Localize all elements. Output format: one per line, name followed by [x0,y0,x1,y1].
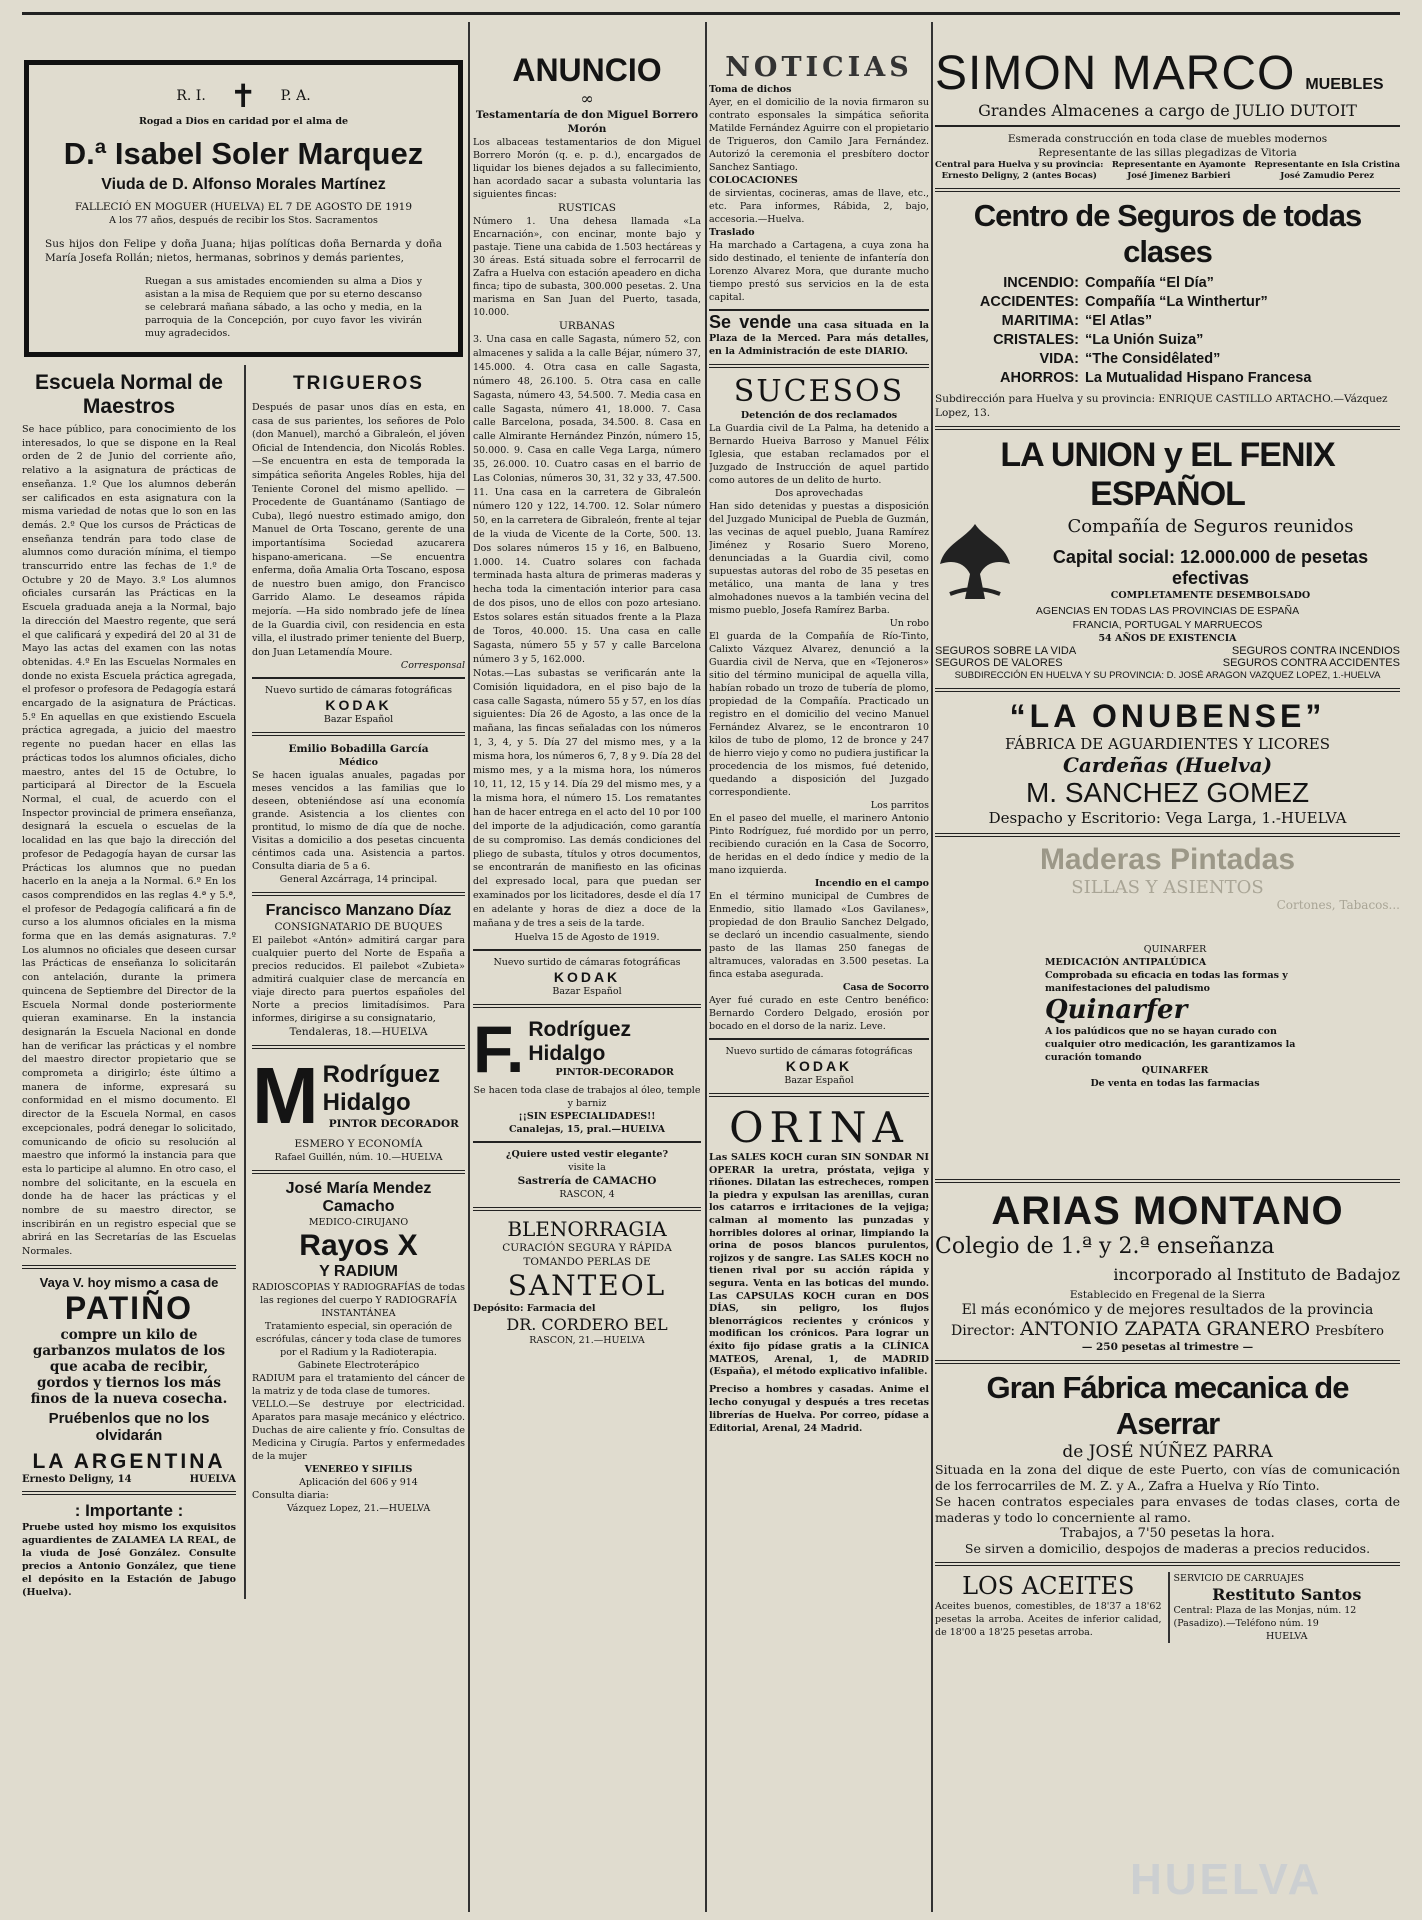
noticias-p2: de sirvientas, cocineras, amas de llave, etc., etc. Para informes, Rábida, 2, bajo, accesoria.—Huelva. [709,188,929,225]
sevende-big: Se vende [709,312,792,332]
quinarfer-brand: Quinarfer [1045,995,1188,1025]
sucesos-p5: En el término municipal de Cumbres de Enmedio, sitio llamado «Los Gavilanes», propiedad de don Braulio Sanchez Delgado, se declaró un incendio casualmente, siendo pasto de las llamas 250 fanegas de altramuces, valoradas en 3.500 pesetas. La finca estaba asegurada. [709,891,929,980]
seguros-row: AHORROS: La Mutualidad Hispano Francesa [1000,370,1312,386]
simon-l3: Esmerada construcción en toda clase de muebles modernos [1007,133,1328,145]
patino-body: compre un kilo de garbanzos mulatos de los que acaba de recibir, gordos y tiernos los más finos de la nueva cosecha. [30,1326,228,1407]
escuela-title: Escuela Normal de Maestros [35,371,223,418]
simon-l4: Representante de las sillas plegadizas de Vitoria [1038,147,1297,159]
column-2 [473,22,701,1917]
col1-right [244,365,465,1599]
rodriguez2-addr: Canalejas, 15, pral.—HUELVA [508,1123,666,1135]
importante-title: : Importante : [74,1500,184,1520]
kodak3-brand: KODAK [785,1058,853,1074]
obituary-age: A los 77 años, después de recibir los Stos. Sacramentos [109,215,378,226]
medico-body: Se hacen igualas anuales, pagadas por meses vencidos a las familias que lo deseen, obteniéndose así una economía grande. Asistencia a los clientes con prontitud, lo mismo de día que de noche. Visitas a domicilio a dos pesetas cincuenta céntimos cada una. Asistencia a partos. Consulta diaria de 5 a 6. [252,770,465,873]
rodriguez1-name: Rodríguez Hidalgo [322,1061,440,1117]
column-divider [931,22,933,1912]
sucesos-p3: El guarda de la Compañía de Río-Tinto, Calixto Vázquez Alvarez, denunció a la Guardia civil de Nerva, que en «Tejoneros» sitio del término municipal de aquella villa, habían robado un trozo de tubería de plomo, propiedad de la Compañía. Practicado un registro en el domicilio del vecino Manuel Fernández Alvarez, se le encontraron 10 kilos de tubo de plomo, 12 de bronce y 247 de hierro viejo y como no pudiera justificar la procedencia de los mismos, fué detenido, quedando a disposición del Juzgado correspondiente. [709,631,929,798]
blenorragia-title: BLENORRAGIA [507,1216,667,1241]
mendez-cons: Consulta diaria: [252,1490,329,1502]
quinarfer-t4: A los palúdicos que no se hayan curado con cualquier otro medicación, les garantizamos la curación tomando [1045,1026,1296,1063]
aserrar-title: Gran Fábrica mecanica de Aserrar [986,1370,1349,1441]
sucesos-p4: En el paseo del muelle, el marinero Antonio Pinto Rodríguez, fué mordido por un perro, recibiendo curación en la Casa de Socorro, de heridas en el dedo índice y medio de la mano izquierda. [709,813,929,876]
anuncio-title: ANUNCIO [512,52,662,88]
patino-slogan: Pruébenlos que no los olvidarán [48,1409,210,1444]
phoenix-icon [935,514,1015,604]
aserrar-owner: de JOSÉ NÚÑEZ PARRA [1062,1442,1273,1462]
sucesos-p2: Han sido detenidas y puestas a disposición del Juzgado Municipal de Puebla de Guzmán, las vecinas de aquel pueblo, Juana Ramírez Jiménez y Rosario Suero Moreno, denunciadas a la Guardia civil, como supuestas autoras del robo de 35 pesetas en metálico, una manta de lana y tres almohadones nuevos a la también vecina del mismo pueblo, Josefa Ramírez Barba. [709,501,929,616]
anuncio-urbanas-body: 3. Una casa en calle Sagasta, número 52, con almacenes y salida a la calle Béjar, número 37, 145.000. 4. Otra casa en calle Sagasta, número 48, 26.100. 5. Otra casa en calle Sagasta, número 43, 54.500. 7. Media casa en calle Sagasta, número 41, 18.000. 7. Casa calle Barcelona, posada, 34.500. 8. Casa en calle Almirante Hernández Pinzón, número 15, 50.000. 9. Casa en calle Vega Larga, número 35, 26.000. 10. Cuatro casas en el barrio de Las Colonias, números 30, 31, 32 y 33, 47.500. 11. Una casa en la carretera de Gibraleón número 120 y 122, 14.700. 12. Solar número 50, en la carretera de Gibraleón, frente al tejar de la viuda de Vicente de la Corte, 500. 13. Dos solares números 15 y 16, en Balbueno, 1.000. 14. Cuatro solares con fachada terminada hasta altura de primeras maderas y hecha toda la cimentación interior para casa de dos pisos, uno de ellos con pozo artesiano. Estos solares están situados frente a la Plaza de Toros, 40.000. 15. Una casa en calle Sagasta, número 55 y 57 y calle Barcelona número 3 y 5, 162.000. [473,334,701,665]
mendez-name: José María Mendez Camacho [285,1180,432,1216]
orina-tail: Preciso a hombres y casadas. Anime el lecho conyugal y después a tres recetas librerías de Huelva. Por correo, pídase a Editorial, Arenal, 24 Madrid. [709,1383,929,1434]
arias-dl: Director: [951,1323,1016,1339]
escuela-body: Se hace público, para conocimiento de los interesados, lo que se dispone en la Real orden de 2 de Junio del corriente año, relativo a la asignatura de prácticas de enseñanza. 1.º Que los alumnos deberán ser calificados en esta asignatura con la misma variedad de notas que lo son en las demás. 2.º Que los cursos de Prácticas de enseñanza tendrán para todo clase de alumnos como duración mínima, el tiempo transcurrido entre las fechas de 1.º de Octubre y 20 de Mayo. 3.º Los alumnos oficiales cursarán las Prácticas en la Escuela graduada aneja a la Normal, bajo la dirección del Maestro regente, que será el que calificará y expedirá del 20 al 31 de Mayo las actas del examen con las notas obtenidas. 4.º En las Escuelas Normales en donde no exista Escuela práctica agregada, el profesor o profesora de Pedagogía estará encargado de la asignatura de Prácticas. 5.º En aquellas en que existiendo Escuela práctica agregada, a juicio del maestro regente no puedan hacer en ellas las prácticas todos los alumnos oficiales, dicho maestro, antes del 15 de Octubre, lo participará al Director de la Escuela Normal, el cual, de acuerdo con el Inspector provincial de primera enseñanza, designará la escuela o escuelas de la localidad en las que bajo la dirección del profesor de Pedagogía hayan de cursar las Prácticas los alumnos que no puedan hacerlo en la aneja a la Normal. 6.º En los casos comprendidos en las reglas 4.ª y 5.ª, el profesor de Pedagogía calificará a fin de curso a los alumnos oficiales en la misma forma que en las demás asignaturas. 7.º Los alumnos no oficiales que deseen cursar las Prácticas de enseñanza lo solicitarán con antelación, durante la primera quincena de Septiembre del Director de la Escuela Normal donde posteriormente quieran examinarse. En la instancia designarán la Escuela Nacional en donde han de verificar las prácticas y el nombre del maestro director propietario que se comprometa a dirigirlo; éste último a manera de informe, expresará su conformidad en el mismo documento. El director de la Escuela Normal, en casos excepcionales, podrá denegar lo solicitado, comunicando de oficio su resolución al maestro que informó la instancia para que esta lo participe al alumno. En otro caso, el nombre del solicitante, en la escuela en donde ha de hacer las prácticas y el nombre de su maestro director, se inscribirán en un registro especial que se abrirá en las Secretarías de las Escuelas Normales. [22,424,236,1258]
blenorragia-dr: DR. CORDERO BEL [506,1314,668,1334]
column-divider [705,22,707,1912]
blenorragia-dep: Depósito: Farmacia del [473,1302,596,1314]
aserrar-hours: Trabajos, a 7'50 pesetas la hora. [1060,1526,1275,1541]
sucesos-p6: Ayer fué curado en este Centro benéfico: Bernardo Cordero Delgado, erosión por bocado en el dorso de la nariz. Leve. [709,995,929,1032]
sucesos-h3: Un robo [889,618,929,629]
kodak-shop: Bazar Español [323,714,394,726]
patino-name: PATIÑO [64,1289,194,1326]
col1-left [22,365,236,1599]
rodriguez1-tag: ESMERO Y ECONOMÍA [294,1138,423,1151]
column-4 [935,22,1400,1917]
blenorragia-brand: SANTEOL [507,1268,667,1302]
manzano-addr: Tendaleras, 18.—HUELVA [289,1026,428,1039]
medico-addr: General Azcárraga, 14 principal. [279,874,438,886]
trigueros-body: Después de pasar unos días en esta, en casa de sus parientes, los señores de Polo (don Manuel), marchó a Gibraleón, el jóven Oficial de Intendencia, don Nicolás Robles. —Se encuentra en esta de temporada la simpática señorita Angeles Robles, hija del Teniente Coronel del mismo apellido. —Procedente de Guantánamo (Santiago de Cuba), llegó nuestro estimado amigo, don Manuel de Orta Toscano, gerente de una importantísima Sociedad azucarera hispano-americana. —Se encuentra enferma, doña Amalia Orta Toscano, esposa de nuestro buen amigo, don Francisco Garrido Alamo. Le deseamos rápida mejoría. —Ha sido nombrado jefe de línea de la Guardia civil, con residencia en esta villa, el ilustrado primer teniente del Buerp, don Juan Letamendía Moure. [252,402,465,658]
seguros-title: Centro de Seguros de todas clases [973,198,1362,269]
obituary-ri: R. I. [176,88,206,104]
simon-l2: Grandes Almacenes a cargo de JULIO DUTOIT [978,101,1357,120]
arias-dir: ANTONIO ZAPATA GRANERO [1020,1318,1311,1340]
sucesos-h2: Dos aprovechadas [775,488,863,499]
kodak2-shop: Bazar Español [552,985,622,997]
orina-body: Las SALES KOCH curan SIN SONDAR NI OPERAR la uretra, próstata, vejiga y riñones. Dilatan las estrecheces, rompen la piedra y expulsan las arenillas, curan los catarros e irritaciones de la vejiga; calman al momento las punzadas y horribles dolores al orinar, limpiando la orina de posos blancos purulentos, rojizos y de sangre. Las SALES KOCH no tienen rival por su acción rápida y segura. Venta en las boticas del mundo. Las CAPSULAS KOCH curan en DOS DÍAS, sin peligro, los flujos blenorrágicos recientes y crónicos y modifican los crónicos. Para lograr un éxito fijo pídase gratis a la CLÍNICA MATEOS, Arenal, 1, de MADRID (España), el método explicativo infalible. [709,1152,929,1378]
rodriguez1-initial: M [252,1051,319,1141]
arias-l2: incorporado al Instituto de Badajoz [1113,1265,1400,1284]
aceites-title: LOS ACEITES [962,1572,1135,1600]
camacho-shop: Sastrería de CAMACHO [517,1174,657,1187]
blenorragia-l3: TOMANDO PERLAS DE [523,1255,651,1268]
simon-c1b: Ernesto Deligny, 2 (antes Bocas) [941,171,1097,181]
union-ag2: FRANCIA, PORTUGAL Y MARRUECOS [1072,619,1263,631]
rodriguez2-trade: PINTOR-DECORADOR [555,1067,674,1079]
sucesos-h1: Detención de dos reclamados [740,410,898,421]
column-1 [22,22,465,1917]
simon-name: SIMON MARCO [935,47,1296,100]
aserrar-body: Situada en la zona del dique de este Puerto, con vías de comunicación de los ferrocarriles de M. Z. y A., Zafra a Huelva y Río Tinto. [935,1462,1400,1493]
mendez-rayos: Rayos X [299,1229,418,1263]
aserrar-tail: Se sirven a domicilio, despojos de maderas a precios reducidos. [964,1541,1371,1556]
onubense-place: Cardeñas (Huelva) [1062,753,1273,777]
union-title: LA UNION y EL FENIX ESPAÑOL [1000,436,1335,513]
mendez-title: MEDICO-CIRUJANO [308,1217,409,1229]
union-s2b: SEGUROS CONTRA ACCIDENTES [1222,657,1400,669]
union-sub: SUBDIRECCIÓN EN HUELVA Y SU PROVINCIA: D. JOSÉ ARAGON VAZQUEZ LOPEZ, 1.-HUELVA [954,670,1381,681]
union-l1: Compañía de Seguros reunidos [1067,516,1354,537]
anuncio-date: Huelva 15 de Agosto de 1919. [514,931,660,943]
ornament-icon: ∞ [580,89,594,108]
seguros-list [935,274,1400,388]
anuncio-sub: Testamentaría de don Miguel Borrero Morón [475,109,699,135]
union-s1a: SEGUROS SOBRE LA VIDA [935,645,1077,657]
arias-l3: Establecido en Fregenal de la Sierra [1069,1289,1266,1301]
carruajes-l1: SERVICIO DE CARRUAJES [1173,1573,1305,1584]
mendez-radio: RADIOSCOPIAS Y RADIOGRAFÍAS de todas las regiones del cuerpo Y RADIOGRAFÍA INSTANTÁNEA [252,1282,465,1320]
onubense-name: M. SANCHEZ GOMEZ [1025,777,1310,808]
blenorragia-addr: RASCON, 21.—HUELVA [529,1334,645,1346]
mendez-vello: VELLO.—Se destruye por electricidad. Aparatos para masaje mecánico y eléctrico. Duchas de aire caliente y frío. Consultas de Medicina y Cirugía. Partos y enfermedades de la mujer [252,1399,465,1463]
camacho-visit: visite la [568,1161,606,1173]
anuncio-notas: Notas.—Las subastas se verificarán ante la Comisión liquidadora, en el piso bajo de la casa calle Sagasta, número 55 y 57, en los días siguientes: Día 26 de Agosto, a las once de la mañana, las fincas señaladas con los números 1, 3, 4, y 5. Día 27 del mismo mes, y a la misma hora, los números 6, 7, 8 y 9. Día 28 del mismo mes, y a la misma hora, los números 10, 11, 12, 15 y 14. Día 29 del mismo mes, y a la misma hora, el número 15. Los rematantes han de hacer entrega en el acto del 10 por 100 del importe de la adjudicación, como garantía de su compromiso. Las demás condiciones del pliego de subasta, títulos y otros documentos, se encontrarán de manifiesto en las oficinas del expresado local, para que puedan ser examinados por los licitadores, desde el día 17 en adelante y horas de diez a doce de la mañana y de tres a seis de la tarde. [473,667,701,930]
cross-icon: ✝ [229,77,257,115]
carruajes-name: Restituto Santos [1212,1585,1362,1604]
seguros-row: VIDA: “The Considêlated” [1039,351,1221,367]
patino-intro: Vaya V. hoy mismo a casa de [39,1274,219,1290]
column-3 [709,22,929,1917]
anuncio-urbanas: URBANAS [558,320,616,332]
obituary-prayer: Ruegan a sus amistades encomienden su alma a Dios y asistan a la misa de Requiem que por su eterno descanso se celebrará mañana sábado, a las ocho y media, en la parroquia de la Concepción, por cuyo favor les vivirán muy agradecidos. [145,276,422,339]
sucesos-p1: La Guardia civil de La Palma, ha detenido a Bernardo Hueiva Barroso y Manuel Félix Iglesia, que estaban reclamados por el Juzgado de Instrucción de aquel partido como autores de un delito de hurto. [709,423,929,486]
rodriguez1-addr: Rafael Guillén, núm. 10.—HUELVA [274,1152,443,1164]
union-s2a: SEGUROS DE VALORES [935,657,1063,669]
maderas-l1: SILLAS Y ASIENTOS [1071,877,1264,898]
kodak2-brand: KODAK [553,968,621,985]
noticias-h1: Toma de dichos [709,84,792,95]
kodak-brand: KODAK [325,697,392,714]
mendez-apl: Aplicación del 606 y 914 [299,1477,418,1489]
simon-c1a: Central para Huelva y su provincia: [935,160,1104,170]
union-ag: AGENCIAS EN TODAS LAS PROVINCIAS DE ESPAÑA [1035,605,1300,617]
seguros-row: ACCIDENTES: Compañía “La Winthertur” [979,294,1268,310]
simon-c3b: José Zamudio Perez [1280,171,1375,181]
rodriguez2-body: Se hacen toda clase de trabajos al óleo, temple y barniz [473,1084,701,1109]
noticias-p3: Ha marchado a Cartagena, a cuya zona ha sido destinado, el teniente de infantería don Lorenzo Alvarez Mora, que durante mucho tiempo prestó sus servicios en la de esta capital. [709,240,929,303]
rodriguez1-trade: PINTOR DECORADOR [328,1118,459,1131]
camacho-addr: RASCON, 4 [559,1188,615,1200]
onubense-addr: Despacho y Escritorio: Vega Larga, 1.-HUELVA [988,809,1347,827]
mendez-gab: Gabinete Electroterápico [297,1360,420,1372]
obituary-pa: P. A. [280,88,311,104]
arias-title: ARIAS MONTANO [991,1189,1344,1233]
arias-l1: Colegio de 1.ª y 2.ª enseñanza [935,1234,1275,1259]
noticias-title: NOTICIAS [725,52,913,83]
aceites-body: Aceites buenos, comestibles, de 18'37 a 18'62 pesetas la arroba. Aceites de inferior calidad, de 18'00 a 18'25 pesetas arroba. [935,1601,1162,1638]
seguros-row: INCENDIO: Compañía “El Día” [1003,275,1214,291]
quinarfer-t3: Comprobada su eficacia en todas las formas y manifestaciones del paludismo [1045,970,1288,994]
patino-addr: Ernesto Deligny, 14 [22,1473,132,1485]
orina-title: ORINA [729,1103,909,1152]
simon-c2a: Representante en Ayamonte [1111,160,1246,170]
obituary-name: D.ª Isabel Soler Marquez [63,136,424,171]
quinarfer-ad [1045,943,1305,1090]
obituary-box [24,60,463,357]
union-cap: Capital social: 12.000.000 de pesetas efectivas [1052,547,1369,588]
seguros-row: MARITIMA: “El Atlas” [1001,313,1153,329]
aserrar-body2: Se hacen contratos especiales para envases de todas clases, corta de maderas y todo lo concerniente al ramo. [935,1494,1400,1525]
column-divider [468,22,470,1912]
top-rule [22,12,1400,15]
simon-c2b: José Jimenez Barbieri [1127,171,1231,181]
sucesos-title: SUCESOS [733,374,905,409]
onubense-title: “LA ONUBENSE” [1009,698,1326,734]
trigueros-sign: Corresponsal [400,660,465,672]
medico-title: Médico [339,757,378,769]
onubense-l1: FÁBRICA DE AGUARDIENTES Y LICORES [1005,735,1330,753]
blenorragia-l2: CURACIÓN SEGURA Y RÁPIDA [502,1241,672,1254]
patino-shop: LA ARGENTINA [32,1449,226,1473]
carruajes-addr: Central: Plaza de las Monjas, núm. 12 (Pasadizo).—Teléfono núm. 19 [1173,1605,1357,1629]
quinarfer-t5: QUINARFER [1141,1065,1209,1076]
sucesos-h5: Incendio en el campo [814,878,929,889]
manzano-body: El pailebot «Antón» admitirá cargar para cualquier puerto del Norte de España a precios reducidos. El pailebot «Zubieta» admitirá cualquier clase de mercancía en viaje directo para puertos españoles del Norte a precios limitadísimos. Para informes, dirigirse a su consignatario, [252,935,465,1025]
arias-price: — 250 pesetas al trimestre — [1081,1341,1254,1353]
anuncio-rusticas-body: Número 1. Una dehesa llamada «La Encarnación», con encinar, monte bajo y pastaje. Tiene una cabida de 1.503 hectáreas y 30 áreas. Está situada sobre el ferrocarril de Zafra a Huelva con estación apeadero en dicha finca; tipo de subasta, 300.000 pesetas. 2. Una marisma en San Juan del Puerto, tasada, 10.000. [473,216,701,318]
union-s1b: SEGUROS CONTRA INCENDIOS [1231,645,1400,657]
quinarfer-t2: MEDICACIÓN ANTIPALÚDICA [1045,957,1207,968]
obituary-ruego: Rogad a Dios en caridad por el alma de [138,116,349,127]
maderas-l2: Cortones, Tabacos... [1276,898,1400,912]
mendez-rad2: RADIUM para el tratamiento del cáncer de la matriz y de toda clase de tumores. [252,1373,465,1398]
noticias-p1: Ayer, en el domicilio de la novia firmaron su contrato esponsales la simpática señorita Matilde Fernández Aguirre con el propietario de Trigueros, don Camilo Jara Fernández. Autorizó la ceremonia el presbítero doctor Sanchez Santiago. [709,97,929,173]
kodak3-shop: Bazar Español [784,1075,854,1086]
medico-name: Emilio Bobadilla García [288,743,429,756]
kodak2-intro: Nuevo surtido de cámaras fotográficas [493,956,681,968]
carruajes-city: HUELVA [1266,1631,1308,1642]
obituary-family: Sus hijos don Felipe y doña Juana; hijas políticas doña Bernarda y doña María Josefa Rollán; nietos, hermanas, sobrinos y demás parientes, [45,238,442,264]
patino-city: HUELVA [189,1473,236,1485]
faded-ad-area [935,843,1400,1173]
obituary-widow: Viuda de D. Alfonso Morales Martínez [101,176,386,193]
simon-c3a: Representante en Isla Cristina [1254,160,1400,170]
mendez-addr: Vázquez Lopez, 21.—HUELVA [286,1503,431,1515]
simon-muebles: MUEBLES [1305,76,1384,93]
watermark: HUELVA [1130,1855,1323,1904]
quinarfer-t1: QUINARFER [1143,944,1207,955]
kodak-intro: Nuevo surtido de cámaras fotográficas [264,685,453,697]
sucesos-h6: Casa de Socorro [842,982,929,993]
importante-body: Pruebe usted hoy mismo los exquisitos aguardientes de ZALAMEA LA REAL, de la viuda de José González. Consulte precios a Antonio González, que tiene el depósito en la Estación de Jabugo (Huelva). [22,1521,236,1598]
maderas-title: Maderas Pintadas [1039,843,1296,876]
manzano-name: Francisco Manzano Díaz [265,902,452,920]
noticias-h3: Traslado [709,227,755,238]
rodriguez2-name: Rodríguez Hidalgo [528,1018,632,1066]
seguros-row: CRISTALES: “La Unión Suiza” [993,332,1204,348]
arias-l4: El más económico y de mejores resultados de la provincia [961,1302,1374,1318]
mendez-trat: Tratamiento especial, sin operación de escrófulas, cáncer y toda clase de tumores por el Radium y la Radioterapia. [255,1321,462,1359]
union-ex: 54 AÑOS DE EXISTENCIA [1098,633,1237,644]
seguros-sub: Subdirección para Huelva y su provincia: ENRIQUE CASTILLO ARTACHO.—Vázquez Lopez, 13. [935,393,1388,419]
mendez-radium: Y RADIUM [319,1263,398,1281]
sucesos-h4: Los parritos [870,800,929,811]
sevende-body: una casa situada en la Plaza de la Merced. Para más detalles, en la Administración de este DIARIO. [709,320,929,357]
rodriguez2-initial: F. [473,1011,525,1086]
arias-pres: Presbítero [1315,1324,1384,1339]
quinarfer-t6: De venta en todas las farmacias [1090,1078,1260,1089]
rodriguez2-esp: ¡¡SIN ESPECIALIDADES!! [518,1110,656,1122]
camacho-q: ¿Quiere usted vestir elegante? [505,1148,669,1160]
anuncio-intro: Los albaceas testamentarios de don Miguel Borrero Morón (q. e. p. d.), encargados de liquidar los bienes dejados a su fallecimiento, han acordado sacar a subasta voluntaria las siguientes fincas: [473,137,701,200]
manzano-title: CONSIGNATARIO DE BUQUES [274,921,443,934]
obituary-died: FALLECIÓ EN MOGUER (HUELVA) EL 7 DE AGOSTO DE 1919 [74,201,413,213]
kodak3-intro: Nuevo surtido de cámaras fotográficas [725,1046,913,1057]
anuncio-rusticas: RUSTICAS [558,202,616,214]
noticias-h2: COLOCACIONES [709,175,798,186]
trigueros-title: TRIGUEROS [293,373,424,394]
union-desem: COMPLETAMENTE DESEMBOLSADO [1110,590,1311,601]
mendez-vs: VENEREO Y SIFILIS [304,1464,413,1476]
